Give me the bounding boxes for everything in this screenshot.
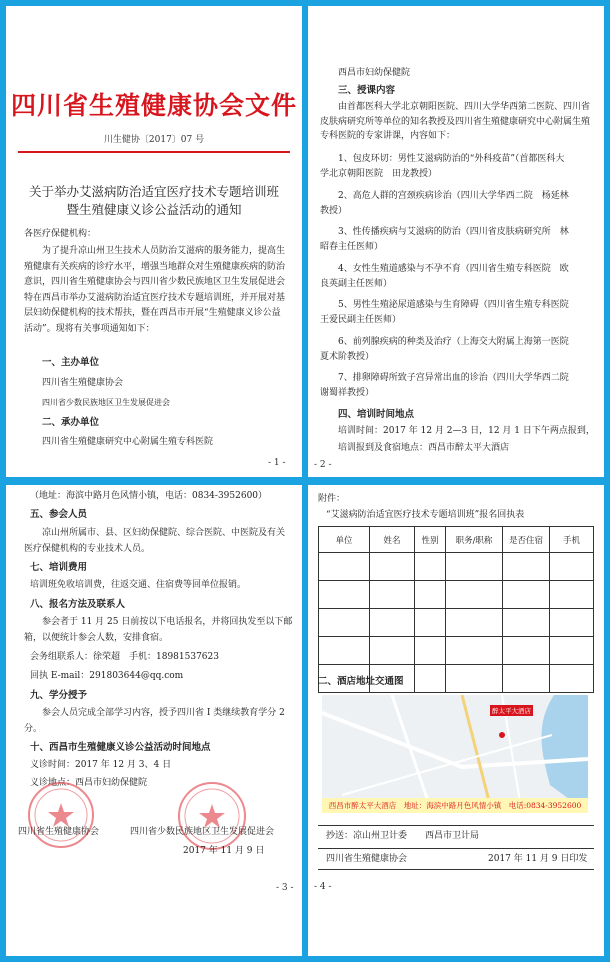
document-number: 川生健协〔2017〕07 号 [103, 135, 205, 145]
participants-text: 凉山州所属市、县、区妇幼保健院、综合医院、中医院及有关医疗保健机构的专业技术人员。 [24, 528, 286, 554]
notice-title-line-1: 关于举办艾滋病防治适宜医疗技术专题培训班 [28, 184, 279, 199]
table-cell[interactable] [446, 581, 503, 609]
table-row [319, 637, 594, 665]
organizer-1: 四川省生殖健康协会 [42, 378, 124, 388]
lecture-item-3: 3、性传播疾病与艾滋病的防治（四川省皮肤病研究所 林 [338, 227, 569, 237]
col-header-name: 姓名 [370, 527, 415, 553]
lecture-item-7: 7、排卵障碍所致子宫异常出血的诊治（四川大学华西二院 [338, 373, 569, 383]
col-header-gender: 性别 [415, 527, 446, 553]
document-page-2 [308, 6, 604, 477]
page-number: - 1 - [268, 458, 286, 468]
table-cell[interactable] [415, 665, 446, 693]
table-cell[interactable] [503, 609, 550, 637]
section-8-heading: 八、报名方法及联系人 [30, 599, 126, 610]
clinic-time: 义诊时间：2017 年 12 月 3、4 日 [30, 760, 172, 770]
col-header-unit: 单位 [319, 527, 370, 553]
section-9-heading: 九、学分授予 [30, 690, 88, 701]
co-organizer: 四川省生殖健康研究中心附属生殖专科医院 [42, 437, 214, 447]
lecture-item-6: 6、前列腺疾病的种类及治疗（上海交大附属上海第一医院 [338, 337, 569, 347]
lecture-item-2: 2、高危人群的宫颈疾病诊治（四川大学华西二院 杨延林 [338, 191, 569, 201]
map-caption: 西昌市醉太平大酒店 地址：海滨中路月色风情小镇 电话:0834-3952600 [322, 798, 588, 813]
table-cell[interactable] [550, 637, 594, 665]
table-cell[interactable] [503, 581, 550, 609]
cc-line: 抄送：凉山州卫计委 西昌市卫计局 [326, 831, 480, 841]
lecture-intro: 由首都医科大学北京朝阳医院、四川大学华西第二医院、四川省皮肤病研究所等单位的知名教授及四川省生殖健康研究中心附属生殖专科医院的专家讲课，内容如下： [320, 102, 591, 141]
col-header-title: 职务/职称 [446, 527, 503, 553]
registration-text: 参会者于 11 月 25 日前按以下电话报名，并将回执发至以下邮箱，以便统计参会人数，安排食宿。 [24, 617, 293, 643]
red-divider [18, 151, 290, 153]
document-page-3 [6, 485, 302, 956]
table-row [319, 553, 594, 581]
signature-date: 2017 年 11 月 9 日 [183, 846, 265, 856]
table-cell[interactable] [370, 637, 415, 665]
table-row [319, 609, 594, 637]
lecture-item-5-cont: 王爱民副主任医师） [320, 315, 402, 325]
page-number: - 3 - [276, 883, 294, 893]
document-page-4 [308, 485, 604, 956]
document-page-1 [6, 6, 302, 477]
footer-rule-bottom [318, 869, 594, 870]
signature-org-right: 四川省少数民族地区卫生发展促进会 [130, 827, 275, 837]
section-4-heading: 四、培训时间地点 [338, 409, 415, 420]
table-cell[interactable] [550, 665, 594, 693]
table-cell[interactable] [446, 637, 503, 665]
registration-form-table [318, 526, 594, 693]
lecture-item-7-cont: 谢蜀祥教授） [320, 388, 375, 398]
section-7-heading: 七、培训费用 [30, 562, 88, 573]
table-cell[interactable] [446, 609, 503, 637]
lecture-item-1-cont: 学北京朝阳医院 田龙教授） [320, 169, 438, 179]
map-hotel-label: 醉太平大酒店 [492, 707, 531, 715]
table-cell[interactable] [503, 665, 550, 693]
map-section-heading: 二、酒店地址交通图 [318, 676, 404, 687]
section-1-heading: 一、主办单位 [42, 357, 100, 368]
section-10-heading: 十、西昌市生殖健康义诊公益活动时间地点 [30, 742, 211, 753]
intro-paragraph: 为了提升凉山州卫生技术人员防治艾滋病的服务能力，提高生殖健康有关疾病的诊疗水平，增强当地群众对生殖健康疾病的防治意识，四川省生殖健康协会与四川省少数民族地区卫生发展促进会特在西昌市举办艾滋病防治适宜医疗技术专题培训班，并开展对基层妇幼保健机构的技术帮扶，暨在西昌市开展“生殖健康义诊公益活动”。现将有关事项通知如下： [24, 246, 286, 334]
map-graphic [322, 695, 588, 813]
footer-rule-middle [318, 848, 594, 849]
table-cell[interactable] [446, 665, 503, 693]
table-cell[interactable] [319, 581, 370, 609]
section-2-heading: 二、承办单位 [42, 417, 100, 428]
seal-right [178, 782, 246, 850]
hotel-address: （地址：海滨中路月色风情小镇，电话：0834-3952600） [30, 491, 268, 501]
training-time: 培训时间：2017 年 12 月 2—3 日，12 月 1 日下午两点报到， [338, 426, 595, 436]
table-cell[interactable] [370, 553, 415, 581]
hotel-location-map [322, 695, 588, 813]
table-cell[interactable] [503, 637, 550, 665]
notice-title-line-2: 暨生殖健康义诊公益活动的通知 [66, 202, 242, 217]
attachment-label: 附件： [318, 494, 346, 504]
table-cell[interactable] [503, 553, 550, 581]
table-cell[interactable] [415, 581, 446, 609]
col-header-mobile: 手机 [550, 527, 594, 553]
issuing-org: 四川省生殖健康协会 [326, 854, 408, 864]
table-cell[interactable] [319, 553, 370, 581]
section-5-heading: 五、参会人员 [30, 509, 88, 520]
fees-text: 培训班免收培训费，往返交通、住宿费等回单位报销。 [30, 580, 247, 590]
footer-rule-top [318, 825, 594, 826]
table-cell[interactable] [319, 637, 370, 665]
table-header-row [319, 527, 594, 553]
contact-person: 会务组联系人：徐荣超 手机：18981537623 [30, 652, 219, 662]
form-title: “艾滋病防治适宜医疗技术专题培训班”报名回执表 [326, 510, 525, 520]
clinic-venue: 义诊地点：西昌市妇幼保健院 [30, 778, 148, 788]
table-cell[interactable] [370, 581, 415, 609]
table-cell[interactable] [415, 609, 446, 637]
issue-date: 2017 年 11 月 9 日印发 [488, 854, 588, 864]
table-cell[interactable] [550, 609, 594, 637]
organizer-2: 四川省少数民族地区卫生发展促进会 [42, 398, 170, 407]
signature-org-left: 四川省生殖健康协会 [18, 827, 100, 837]
table-cell[interactable] [550, 581, 594, 609]
col-header-lodging: 是否住宿 [503, 527, 550, 553]
table-cell[interactable] [415, 637, 446, 665]
table-cell[interactable] [370, 609, 415, 637]
credits-text: 参会人员完成全部学习内容，授予四川省 I 类继续教育学分 2 分。 [24, 708, 285, 734]
page-number: - 4 - [314, 882, 332, 892]
lecture-item-4-cont: 良英副主任医师） [320, 279, 393, 289]
training-venue: 培训报到及食宿地点：西昌市醉太平大酒店 [338, 443, 510, 453]
lecture-item-5: 5、男性生殖泌尿道感染与生育障碍（四川省生殖专科医院 [338, 300, 569, 310]
receipt-email: 回执 E-mail：291803644@qq.com [30, 671, 184, 681]
document-header-title: 四川省生殖健康协会文件 [10, 91, 297, 120]
table-row [319, 581, 594, 609]
table-cell[interactable] [415, 553, 446, 581]
table-cell[interactable] [446, 553, 503, 581]
table-cell[interactable] [319, 609, 370, 637]
lecture-item-3-cont: 昭春主任医师） [320, 242, 384, 252]
table-cell[interactable] [550, 553, 594, 581]
page-number: - 2 - [314, 460, 332, 470]
section-3-heading: 三、授课内容 [338, 85, 396, 96]
salutation: 各医疗保健机构： [24, 229, 97, 239]
lecture-item-6-cont: 夏术阶教授） [320, 352, 375, 362]
continued-line: 西昌市妇幼保健院 [338, 68, 411, 78]
lecture-item-4: 4、女性生殖道感染与不孕不育（四川省生殖专科医院 欧 [338, 264, 569, 274]
lecture-item-1: 1、包皮环切：男性艾滋病防治的“外科疫苗”（首都医科大 [338, 154, 565, 164]
lecture-item-2-cont: 教授） [320, 206, 348, 216]
